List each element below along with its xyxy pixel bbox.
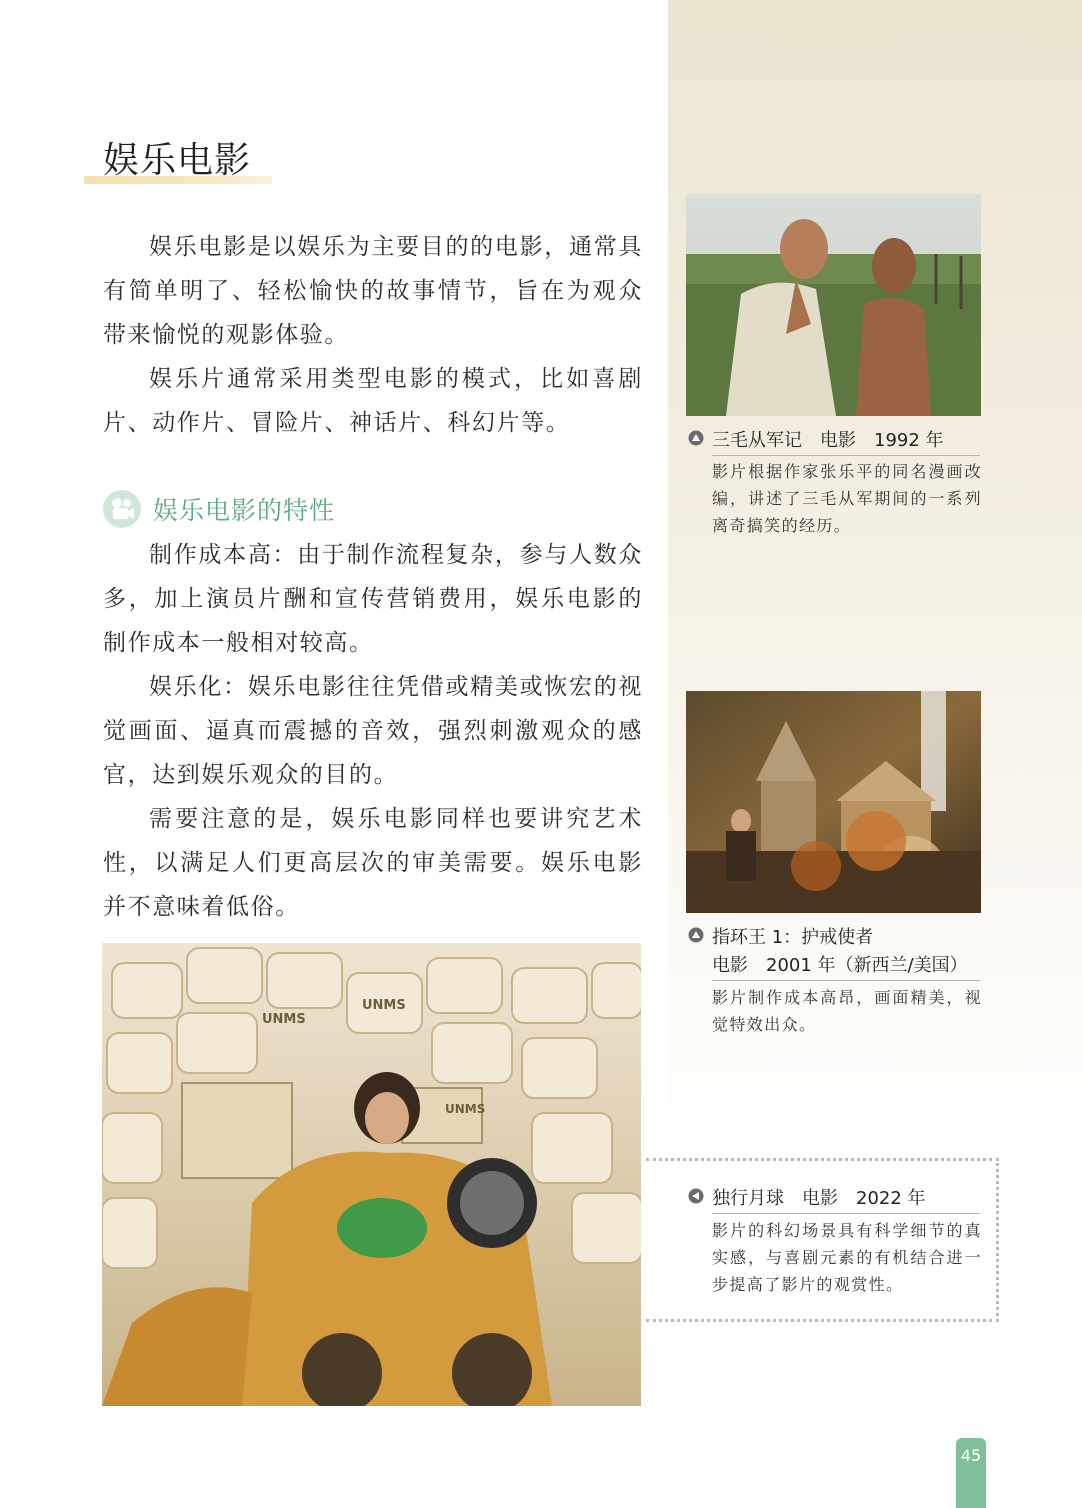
caption-3-title: 独行月球 电影 2022 年 xyxy=(712,1188,926,1209)
caption-2-title-line1: 指环王 1：护戒使者 xyxy=(712,927,874,948)
caption-3-rule xyxy=(712,1213,980,1214)
triangle-left-icon xyxy=(688,1188,704,1204)
page-number: 45 xyxy=(960,1446,982,1465)
photo-sanmao-film-still xyxy=(686,194,981,416)
box-label: UNMS xyxy=(445,1102,486,1116)
intro-paragraph-1: 娱乐电影是以娱乐为主要目的的电影，通常具有简单明了、轻松愉快的故事情节，旨在为观众带来愉悦的观影体验。 xyxy=(103,234,643,348)
caption-2-desc: 影片制作成本高昂，画面精美，视觉特效出众。 xyxy=(712,988,982,1034)
page-title: 娱乐电影 xyxy=(103,140,252,181)
section-paragraph-1: 制作成本高：由于制作流程复杂，参与人数众多，加上演员片酬和宣传营销费用，娱乐电影的制作成本一般相对较高。 xyxy=(103,542,643,656)
section-paragraph-2: 娱乐化：娱乐电影往往凭借或精美或恢宏的视觉画面、逼真而震撼的音效，强烈刺激观众的感官，达到娱乐观众的目的。 xyxy=(103,674,643,788)
section-heading: 娱乐电影的特性 xyxy=(153,496,336,525)
box-label: UNMS xyxy=(262,1012,306,1027)
intro-paragraph-2: 娱乐片通常采用类型电影的模式，比如喜剧片、动作片、冒险片、神话片、科幻片等。 xyxy=(103,366,643,436)
box-label: UNMS xyxy=(362,998,406,1013)
photo-moon-man-film-still xyxy=(102,943,641,1406)
caption-3-desc: 影片的科幻场景具有科学细节的真实感，与喜剧元素的有机结合进一步提高了影片的观赏性。 xyxy=(712,1221,982,1294)
caption-1-title: 三毛从军记 电影 1992 年 xyxy=(712,430,944,451)
section-paragraph-3: 需要注意的是，娱乐电影同样也要讲究艺术性，以满足人们更高层次的审美需要。娱乐电影并不意味着低俗。 xyxy=(103,806,643,920)
caption-2-title-line2: 电影 2001 年（新西兰/美国） xyxy=(712,955,968,976)
photo-lotr-film-still xyxy=(686,691,981,913)
triangle-up-icon xyxy=(688,927,704,943)
caption-2-rule xyxy=(712,980,980,981)
film-camera-icon xyxy=(103,490,141,528)
caption-1-rule xyxy=(712,455,980,456)
caption-1-desc: 影片根据作家张乐平的同名漫画改编，讲述了三毛从军期间的一系列离奇搞笑的经历。 xyxy=(712,462,982,535)
triangle-up-icon xyxy=(688,430,704,446)
